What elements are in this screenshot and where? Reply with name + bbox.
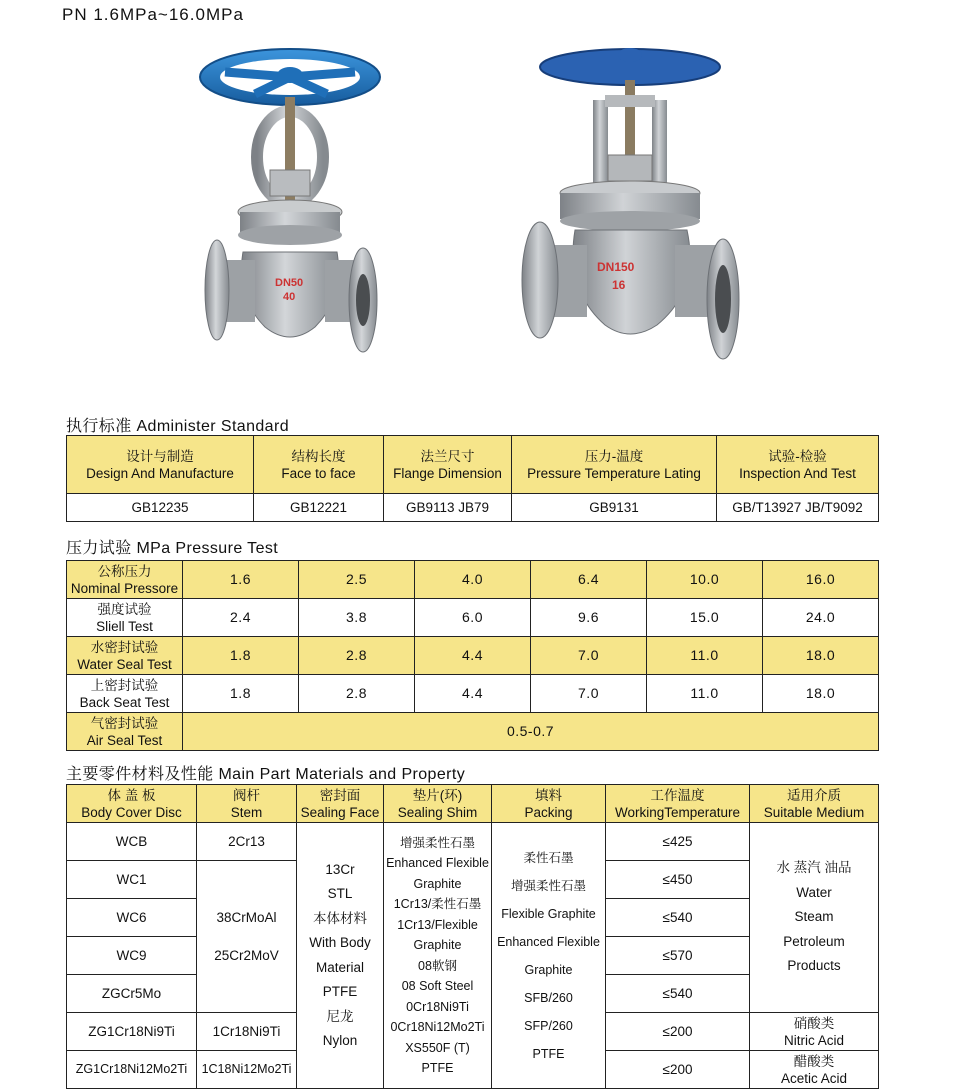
body-marking-pn: 16 xyxy=(612,278,626,292)
materials-header-cell: 填料 Packing xyxy=(492,785,606,823)
stem-material: 2Cr13 xyxy=(197,823,297,861)
pressure-value: 10.0 xyxy=(647,561,763,599)
pressure-value: 2.4 xyxy=(183,599,299,637)
row-label: 水密封试验 Water Seal Test xyxy=(67,637,183,675)
row-label: 公称压力 Nominal Pressore xyxy=(67,561,183,599)
stem-material: 1Cr18Ni9Ti xyxy=(197,1013,297,1051)
stem-material: 1C18Ni12Mo2Ti xyxy=(197,1051,297,1089)
materials-header-row xyxy=(67,785,879,823)
standard-value: GB9113 JB79 xyxy=(384,494,512,522)
air-seal-value: 0.5-0.7 xyxy=(183,713,879,751)
body-marking-dn: DN50 xyxy=(275,277,304,289)
pressure-value: 15.0 xyxy=(647,599,763,637)
pressure-value: 1.8 xyxy=(183,675,299,713)
sealing-shim-cell: 增强柔性石墨 Enhanced Flexible Graphite 1Cr13/柔性石墨 1Cr13/Flexible Graphite 08軟钢 08 Soft Steel 0Cr18Ni9Ti 0Cr18Ni12Mo2Ti XS550F (T) PTFE xyxy=(384,823,492,1089)
pressure-value: 3.8 xyxy=(299,599,415,637)
pressure-value: 18.0 xyxy=(763,675,879,713)
body-marking-pn: 40 xyxy=(283,291,296,303)
pressure-value: 16.0 xyxy=(763,561,879,599)
pressure-value: 11.0 xyxy=(647,637,763,675)
pressure-value: 9.6 xyxy=(531,599,647,637)
globe-valve-image-2 xyxy=(515,45,745,365)
materials-table xyxy=(66,784,879,1089)
standard-header-row xyxy=(67,436,879,494)
pressure-value: 6.0 xyxy=(415,599,531,637)
working-temperature: ≤570 xyxy=(606,937,750,975)
standard-header-cell: 法兰尺寸 Flange Dimension xyxy=(384,436,512,494)
materials-header-cell: 垫片(环) Sealing Shim xyxy=(384,785,492,823)
standard-header-cell: 设计与制造 Design And Manufacture xyxy=(67,436,254,494)
working-temperature: ≤200 xyxy=(606,1013,750,1051)
standard-value: GB12221 xyxy=(254,494,384,522)
materials-title: 主要零件材料及性能 Main Part Materials and Property xyxy=(66,766,466,783)
materials-header-cell: 工作温度 WorkingTemperature xyxy=(606,785,750,823)
materials-header-cell: 适用介质 Suitable Medium xyxy=(750,785,879,823)
pressure-value: 7.0 xyxy=(531,675,647,713)
working-temperature: ≤540 xyxy=(606,975,750,1013)
body-marking-dn: DN150 xyxy=(597,260,635,274)
working-temperature: ≤450 xyxy=(606,861,750,899)
pressure-value: 2.5 xyxy=(299,561,415,599)
pressure-value: 18.0 xyxy=(763,637,879,675)
materials-header-cell: 阀杆 Stem xyxy=(197,785,297,823)
body-material: ZG1Cr18Ni9Ti xyxy=(67,1013,197,1051)
row-label: 上密封试验 Back Seat Test xyxy=(67,675,183,713)
pressure-value: 4.0 xyxy=(415,561,531,599)
standard-table xyxy=(66,435,879,522)
standard-value: GB/T13927 JB/T9092 xyxy=(717,494,879,522)
body-material: WC9 xyxy=(67,937,197,975)
row-label: 气密封试验 Air Seal Test xyxy=(67,713,183,751)
pressure-row-shell xyxy=(67,599,879,637)
body-material: WC6 xyxy=(67,899,197,937)
standard-header-cell: 压力-温度 Pressure Temperature Lating xyxy=(512,436,717,494)
pressure-table xyxy=(66,560,879,751)
sealing-face-cell: 13Cr STL 本体材料 With Body Material PTFE 尼龙 Nylon xyxy=(297,823,384,1089)
standard-value: GB9131 xyxy=(512,494,717,522)
pressure-value: 2.8 xyxy=(299,637,415,675)
standard-title: 执行标准 Administer Standard xyxy=(66,418,290,435)
standard-value-row xyxy=(67,494,879,522)
pressure-value: 1.6 xyxy=(183,561,299,599)
working-temperature: ≤425 xyxy=(606,823,750,861)
body-material: WCB xyxy=(67,823,197,861)
standard-header-cell: 结构长度 Face to face xyxy=(254,436,384,494)
standard-value: GB12235 xyxy=(67,494,254,522)
medium-nitric-cell: 硝酸类 Nitric Acid xyxy=(750,1013,879,1051)
pressure-range-title: PN 1.6MPa~16.0MPa xyxy=(62,5,244,24)
materials-header-cell: 体 盖 板 Body Cover Disc xyxy=(67,785,197,823)
pressure-value: 2.8 xyxy=(299,675,415,713)
pressure-value: 11.0 xyxy=(647,675,763,713)
body-material: ZGCr5Mo xyxy=(67,975,197,1013)
row-label: 强度试验 Sliell Test xyxy=(67,599,183,637)
pressure-value: 6.4 xyxy=(531,561,647,599)
medium-acetic-cell: 醋酸类 Acetic Acid xyxy=(750,1051,879,1089)
pressure-value: 4.4 xyxy=(415,637,531,675)
packing-cell: 柔性石墨 增强柔性石墨 Flexible Graphite Enhanced Flexible Graphite SFB/260 SFP/260 PTFE xyxy=(492,823,606,1089)
standard-header-cell: 试验-检验 Inspection And Test xyxy=(717,436,879,494)
working-temperature: ≤200 xyxy=(606,1051,750,1089)
stem-material-alloy: 38CrMoAl 25Cr2MoV xyxy=(197,861,297,1013)
pressure-row-air-seal xyxy=(67,713,879,751)
body-material: ZG1Cr18Ni12Mo2Ti xyxy=(67,1051,197,1089)
pressure-value: 1.8 xyxy=(183,637,299,675)
pressure-value: 7.0 xyxy=(531,637,647,675)
pressure-value: 4.4 xyxy=(415,675,531,713)
globe-valve-image-1 xyxy=(195,42,395,372)
pressure-row-nominal xyxy=(67,561,879,599)
working-temperature: ≤540 xyxy=(606,899,750,937)
materials-row xyxy=(67,823,879,861)
pressure-row-water-seal xyxy=(67,637,879,675)
medium-water-steam-cell: 水 蒸汽 油品 Water Steam Petroleum Products xyxy=(750,823,879,1013)
materials-header-cell: 密封面 Sealing Face xyxy=(297,785,384,823)
pressure-value: 24.0 xyxy=(763,599,879,637)
pressure-title: 压力试验 MPa Pressure Test xyxy=(66,540,279,557)
body-material: WC1 xyxy=(67,861,197,899)
pressure-row-back-seat xyxy=(67,675,879,713)
